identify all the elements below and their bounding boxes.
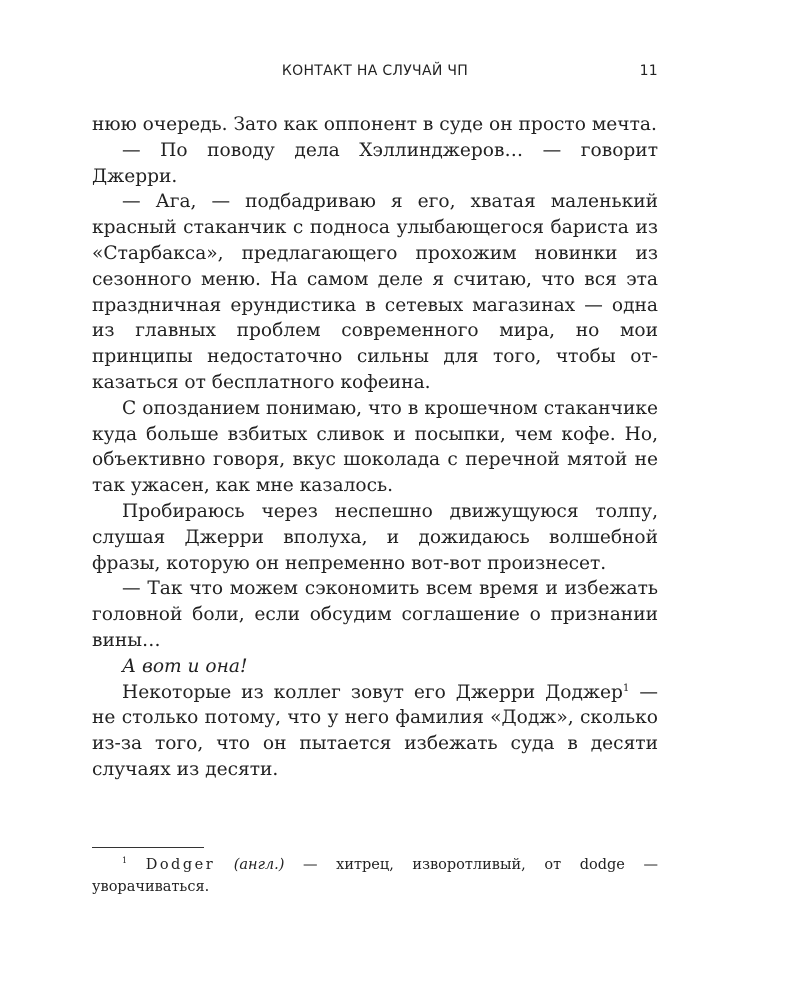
paragraph: — Так что можем сэкономить всем время и избежать головной боли, если обсудим соглашение о признании вины… <box>92 578 658 651</box>
footnote-language: (англ.) <box>233 857 285 873</box>
footnote-term: Dodger <box>145 857 216 873</box>
paragraph-with-footnote <box>92 680 658 783</box>
paragraph-text: Некоторые из коллег зовут его Джерри Доджер <box>122 681 623 703</box>
paragraph: С опозданием понимаю, что в крошечном стаканчике куда больше взбитых сливок и посыпки, чем кофе. Но, объективно говоря, вкус шоколада с перечной мятой не так ужасен, как мне казалось. <box>92 397 658 497</box>
page-number: 11 <box>639 63 658 79</box>
paragraph: — По поводу дела Хэллинджеров… — говорит Джерри. <box>92 139 658 187</box>
chapter-title: КОНТАКТ НА СЛУЧАЙ ЧП <box>281 63 469 79</box>
italic-paragraph: А вот и она! <box>122 655 248 677</box>
paragraph: нюю очередь. Зато как оппонент в суде он просто мечта. <box>92 114 657 135</box>
running-head <box>92 63 658 87</box>
footnote-mark: 1 <box>122 856 128 866</box>
paragraph: Пробираюсь через неспешно движущуюся толпу, слушая Джерри вполуха, и дожидаюсь волшебной фразы, которую он непременно вот-вот произнесет. <box>92 500 658 574</box>
footnote-divider <box>92 847 204 848</box>
paragraph: — Ага, — подбадриваю я его, хватая маленький красный стаканчик с подноса улыбающегося бариста из «Старбакса», предлагающего прохожим новинки из сезонного меню. На самом деле я считаю, что вся эта праздничная ерундистика в сетевых магазинах — одна из главных проблем современного мира, но мои принципы недостаточно сильны для того, чтобы отказаться от бесплатного кофеина. <box>92 191 658 393</box>
footnote-definition: — хитрец, изворотливый, от dodge — уворачиваться. <box>92 857 658 895</box>
footnote-reference[interactable]: 1 <box>622 682 630 694</box>
footnote <box>92 854 658 898</box>
body-text <box>92 112 658 783</box>
footnote-text <box>92 854 658 898</box>
paragraph-text: — не столько потому, что у него фамилия «Додж», сколько из-за того, что он пытается избежать суда в десяти случаях из десяти. <box>92 681 658 780</box>
